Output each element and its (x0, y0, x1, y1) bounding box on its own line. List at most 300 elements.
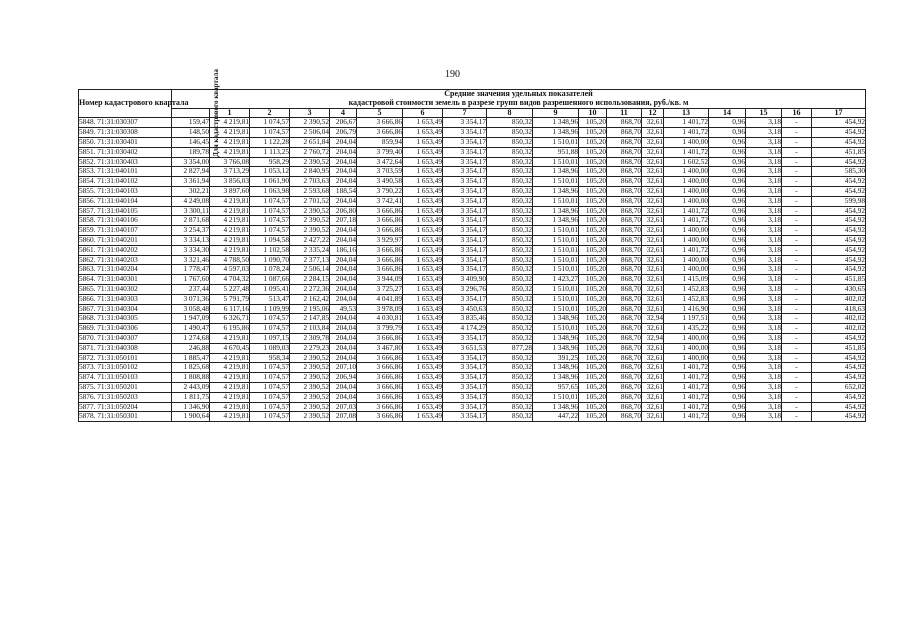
table-cell: 4 219,81 (210, 206, 250, 216)
table-cell: 3 742,41 (357, 196, 403, 206)
table-cell: 585,30 (812, 167, 866, 177)
table-cell: 868,70 (607, 128, 642, 138)
table-cell: 32,61 (642, 167, 664, 177)
table-cell: 146,45 (172, 137, 210, 147)
table-cell: 204,04 (330, 284, 357, 294)
table-cell: - (782, 235, 812, 245)
table-cell: 850,32 (487, 363, 533, 373)
table-cell: 32,61 (642, 275, 664, 285)
table-cell: 3 666,86 (357, 412, 403, 422)
column-header-9: 9 (533, 108, 579, 118)
table-cell: 105,20 (579, 196, 607, 206)
group-title-line1: Средние значения удельных показателей (444, 89, 593, 98)
table-cell: 0,96 (709, 382, 746, 392)
table-cell: 1 653,49 (403, 137, 443, 147)
table-cell: 2 427,22 (290, 235, 330, 245)
table-cell: 2 390,52 (290, 382, 330, 392)
table-cell: 454,92 (812, 186, 866, 196)
column-header-quarter-label: Для кадастрового квартала (211, 68, 220, 157)
table-cell: 188,54 (330, 186, 357, 196)
table-cell: 32,61 (642, 353, 664, 363)
table-cell: 1 653,49 (403, 392, 443, 402)
table-cell: 105,20 (579, 177, 607, 187)
table-cell: 402,02 (812, 314, 866, 324)
table-cell: 3 354,17 (443, 206, 487, 216)
table-cell: 850,32 (487, 324, 533, 334)
column-header-4: 4 (330, 108, 357, 118)
table-cell: - (782, 177, 812, 187)
table-cell: 1 653,49 (403, 177, 443, 187)
table-cell: 958,29 (250, 157, 290, 167)
table-cell: 0,96 (709, 412, 746, 422)
table-cell: 868,70 (607, 412, 642, 422)
table-cell: 5 791,79 (210, 294, 250, 304)
table-cell: 4 219,81 (210, 382, 250, 392)
table-cell: 2 390,52 (290, 157, 330, 167)
table-cell: 454,92 (812, 226, 866, 236)
table-cell: 4 219,81 (210, 373, 250, 383)
table-cell: 0,96 (709, 324, 746, 334)
table-cell: 4 670,45 (210, 343, 250, 353)
table-cell: 148,50 (172, 128, 210, 138)
table-cell: 1 653,49 (403, 186, 443, 196)
column-header-13: 13 (664, 108, 709, 118)
table-cell: 1 653,49 (403, 118, 443, 128)
table-cell: 206,80 (330, 206, 357, 216)
table-cell: 1 510,01 (533, 157, 579, 167)
table-cell: 32,61 (642, 402, 664, 412)
column-header-16: 16 (782, 108, 812, 118)
table-cell: 105,20 (579, 304, 607, 314)
table-cell: 1 074,57 (250, 128, 290, 138)
table-cell: 850,32 (487, 245, 533, 255)
column-header-7: 7 (443, 108, 487, 118)
table-cell: 850,32 (487, 196, 533, 206)
table-cell: 1 510,01 (533, 304, 579, 314)
table-cell: 3 666,86 (357, 128, 403, 138)
table-cell: 454,92 (812, 245, 866, 255)
table-cell: 1 089,03 (250, 343, 290, 353)
table-cell: 204,04 (330, 226, 357, 236)
table-cell: 4 219,81 (210, 118, 250, 128)
table-cell: 3,18 (746, 265, 782, 275)
table-cell: 3 354,17 (443, 196, 487, 206)
cadastral-quarter-id: 5877. 71:31:050204 (79, 402, 172, 412)
table-row (79, 412, 866, 422)
table-cell: 3,18 (746, 137, 782, 147)
table-row (79, 226, 866, 236)
table-cell: 189,78 (172, 147, 210, 157)
cadastral-quarter-id: 5866. 71:31:040303 (79, 294, 172, 304)
cadastral-quarter-id: 5865. 71:31:040302 (79, 284, 172, 294)
table-cell: 4 174,29 (443, 324, 487, 334)
table-cell: 3,18 (746, 392, 782, 402)
table-row (79, 196, 866, 206)
table-cell: 850,32 (487, 284, 533, 294)
table-cell: 105,20 (579, 118, 607, 128)
table-cell: - (782, 412, 812, 422)
table-cell: 32,61 (642, 128, 664, 138)
table-cell: 1 653,49 (403, 412, 443, 422)
table-cell: 0,96 (709, 128, 746, 138)
table-cell: 1 348,96 (533, 128, 579, 138)
table-cell: 0,96 (709, 147, 746, 157)
table-cell: 1 061,90 (250, 177, 290, 187)
table-cell: 850,32 (487, 304, 533, 314)
table-cell: 32,61 (642, 324, 664, 334)
table-cell: 3 799,79 (357, 324, 403, 334)
table-cell: - (782, 392, 812, 402)
table-cell: 32,61 (642, 157, 664, 167)
table-cell: 1 602,52 (664, 157, 709, 167)
table-cell: 1 074,57 (250, 373, 290, 383)
table-cell: 3,18 (746, 128, 782, 138)
cadastral-quarter-id: 5876. 71:31:050203 (79, 392, 172, 402)
table-cell: 1 122,28 (250, 137, 290, 147)
cadastral-quarter-id: 5849. 71:31:030308 (79, 128, 172, 138)
table-cell: 454,92 (812, 177, 866, 187)
table-cell: 3,18 (746, 147, 782, 157)
table-cell: 105,20 (579, 324, 607, 334)
table-cell: 3,18 (746, 412, 782, 422)
table-cell: 105,20 (579, 265, 607, 275)
table-cell: 850,32 (487, 177, 533, 187)
table-cell: 1 510,01 (533, 265, 579, 275)
table-cell: 391,25 (533, 353, 579, 363)
column-header-6: 6 (403, 108, 443, 118)
table-cell: - (782, 402, 812, 412)
table-cell: 454,92 (812, 353, 866, 363)
table-cell: 1 510,01 (533, 294, 579, 304)
table-cell: 1 074,57 (250, 412, 290, 422)
table-cell: 3 666,86 (357, 216, 403, 226)
table-cell: 3 300,11 (172, 206, 210, 216)
table-cell: 454,92 (812, 265, 866, 275)
table-cell: 868,70 (607, 235, 642, 245)
table-cell: 1 510,01 (533, 324, 579, 334)
table-row (79, 382, 866, 392)
table-cell: 1 653,49 (403, 333, 443, 343)
table-cell: 204,04 (330, 157, 357, 167)
group-title-line2: кадастровой стоимости земель в разрезе групп видов разрешенного использования, руб./кв. м (348, 97, 689, 107)
table-cell: 1 653,49 (403, 382, 443, 392)
table-cell: 0,96 (709, 196, 746, 206)
table-cell: 3 354,17 (443, 363, 487, 373)
table-row (79, 235, 866, 245)
table-cell: 1 078,24 (250, 265, 290, 275)
table-cell: 3 354,17 (443, 333, 487, 343)
table-cell: 1 109,99 (250, 304, 290, 314)
column-header-17: 17 (812, 108, 866, 118)
table-cell: 204,04 (330, 177, 357, 187)
cadastral-quarter-id: 5870. 71:31:040307 (79, 333, 172, 343)
table-cell: 105,20 (579, 392, 607, 402)
table-cell: 2 760,72 (290, 147, 330, 157)
table-cell: 599,98 (812, 196, 866, 206)
table-cell: 204,04 (330, 333, 357, 343)
table-cell: 0,96 (709, 157, 746, 167)
table-cell: 2 701,52 (290, 196, 330, 206)
table-cell: 454,92 (812, 235, 866, 245)
table-cell: 868,70 (607, 147, 642, 157)
table-cell: 3 666,86 (357, 265, 403, 275)
table-cell: 868,70 (607, 382, 642, 392)
table-cell: 3 354,17 (443, 137, 487, 147)
table-cell: 451,85 (812, 147, 866, 157)
cadastral-quarter-id: 5860. 71:31:040201 (79, 235, 172, 245)
table-cell: 32,61 (642, 373, 664, 383)
table-cell: 0,96 (709, 118, 746, 128)
table-cell: 1 653,49 (403, 294, 443, 304)
table-cell: 3 354,17 (443, 402, 487, 412)
table-cell: 2 103,84 (290, 324, 330, 334)
table-cell: 4 249,08 (172, 196, 210, 206)
table-cell: 204,04 (330, 324, 357, 334)
table-row (79, 177, 866, 187)
table-cell: 868,70 (607, 392, 642, 402)
table-cell: 105,20 (579, 333, 607, 343)
table-cell: 1 510,01 (533, 177, 579, 187)
table-cell: 3,18 (746, 353, 782, 363)
table-cell: - (782, 324, 812, 334)
cadastral-quarter-id: 5854. 71:31:040102 (79, 177, 172, 187)
table-cell: 0,96 (709, 206, 746, 216)
table-cell: 0,96 (709, 137, 746, 147)
table-cell: 1 401,72 (664, 392, 709, 402)
table-cell: 3 725,27 (357, 284, 403, 294)
table-cell: 3,18 (746, 275, 782, 285)
table-cell: 850,32 (487, 294, 533, 304)
table-cell: 1 510,01 (533, 245, 579, 255)
table-cell: - (782, 294, 812, 304)
table-cell: 1 074,57 (250, 382, 290, 392)
table-cell: 4 041,89 (357, 294, 403, 304)
table-cell: 454,92 (812, 402, 866, 412)
table-cell: 0,96 (709, 186, 746, 196)
table-cell: 1 510,01 (533, 255, 579, 265)
table-cell: 3 296,76 (443, 284, 487, 294)
table-cell: - (782, 137, 812, 147)
table-cell: 2 390,52 (290, 412, 330, 422)
table-row (79, 343, 866, 353)
table-cell: 0,96 (709, 235, 746, 245)
cadastral-quarter-id: 5857. 71:31:040105 (79, 206, 172, 216)
table-row (79, 392, 866, 402)
table-cell: 402,02 (812, 324, 866, 334)
table-cell: - (782, 363, 812, 373)
table-cell: 877,28 (487, 343, 533, 353)
table-cell: 3 450,63 (443, 304, 487, 314)
table-cell: 454,92 (812, 333, 866, 343)
table-cell: 652,02 (812, 382, 866, 392)
table-cell: 1 401,72 (664, 363, 709, 373)
table-cell: 859,94 (357, 137, 403, 147)
table-cell: 1 510,01 (533, 284, 579, 294)
table-cell: 454,92 (812, 118, 866, 128)
table-cell: 206,67 (330, 118, 357, 128)
table-cell: 3 666,86 (357, 402, 403, 412)
table-cell: 3,18 (746, 245, 782, 255)
table-cell: 1 074,57 (250, 196, 290, 206)
table-cell: 0,96 (709, 363, 746, 373)
table-cell: 32,61 (642, 363, 664, 373)
table-cell: 868,70 (607, 304, 642, 314)
table-cell: 3 666,86 (357, 255, 403, 265)
table-cell: 1 653,49 (403, 265, 443, 275)
table-cell: 3 354,17 (443, 147, 487, 157)
table-cell: 1 348,96 (533, 216, 579, 226)
table-cell: 2 840,95 (290, 167, 330, 177)
table-cell: 1 653,49 (403, 363, 443, 373)
table-cell: 3,18 (746, 314, 782, 324)
cadastral-quarter-id: 5859. 71:31:040107 (79, 226, 172, 236)
table-cell: 1 653,49 (403, 128, 443, 138)
table-cell: 1 767,60 (172, 275, 210, 285)
table-cell: 204,04 (330, 382, 357, 392)
table-cell: 0,96 (709, 216, 746, 226)
table-cell: 0,96 (709, 392, 746, 402)
table-cell: 868,70 (607, 324, 642, 334)
table-cell: 430,65 (812, 284, 866, 294)
table-cell: 868,70 (607, 275, 642, 285)
table-cell: - (782, 275, 812, 285)
table-cell: 3,18 (746, 177, 782, 187)
table-cell: 204,04 (330, 235, 357, 245)
table-cell: 1 401,72 (664, 216, 709, 226)
table-cell: 1 401,72 (664, 402, 709, 412)
table-cell: 868,70 (607, 255, 642, 265)
table-cell: 1 348,96 (533, 167, 579, 177)
table-cell: 32,61 (642, 216, 664, 226)
table-cell: 0,96 (709, 275, 746, 285)
table-cell: - (782, 118, 812, 128)
table-cell: - (782, 128, 812, 138)
table-cell: 3,18 (746, 363, 782, 373)
table-cell: 32,61 (642, 294, 664, 304)
table-cell: - (782, 314, 812, 324)
table-cell: 454,92 (812, 206, 866, 216)
cadastral-quarter-id: 5878. 71:31:050301 (79, 412, 172, 422)
table-cell: 204,04 (330, 275, 357, 285)
table-cell: 32,61 (642, 206, 664, 216)
table-cell: 2 309,78 (290, 333, 330, 343)
table-row (79, 137, 866, 147)
table-cell: 207,18 (330, 216, 357, 226)
table-cell: 4 788,50 (210, 255, 250, 265)
table-cell: 850,32 (487, 216, 533, 226)
table-cell: 204,04 (330, 314, 357, 324)
table-cell: 3,18 (746, 304, 782, 314)
table-cell: 0,96 (709, 177, 746, 187)
table-cell: 1 653,49 (403, 206, 443, 216)
table-cell: 0,96 (709, 402, 746, 412)
table-body (79, 118, 866, 422)
table-cell: 3,18 (746, 216, 782, 226)
table-cell: 1 653,49 (403, 245, 443, 255)
table-cell: 1 490,47 (172, 324, 210, 334)
table-cell: 1 348,96 (533, 118, 579, 128)
table-cell: 868,70 (607, 333, 642, 343)
table-cell: 850,32 (487, 275, 533, 285)
table-cell: 0,96 (709, 255, 746, 265)
table-cell: 32,61 (642, 284, 664, 294)
table-cell: 451,85 (812, 275, 866, 285)
table-cell: 1 401,72 (664, 412, 709, 422)
cadastral-quarter-id: 5871. 71:31:040308 (79, 343, 172, 353)
table-cell: 32,61 (642, 118, 664, 128)
table-cell: 1 653,49 (403, 235, 443, 245)
table-cell: 2 279,23 (290, 343, 330, 353)
table-cell: 3,18 (746, 255, 782, 265)
table-cell: 0,96 (709, 373, 746, 383)
table-cell: 49,53 (330, 304, 357, 314)
table-cell: 3 799,40 (357, 147, 403, 157)
table-cell: 1 348,96 (533, 402, 579, 412)
table-cell: 868,70 (607, 157, 642, 167)
table-cell: 4 219,81 (210, 137, 250, 147)
cadastral-quarter-id: 5861. 71:31:040202 (79, 245, 172, 255)
table-cell: 2 162,42 (290, 294, 330, 304)
table-cell: 3 666,86 (357, 206, 403, 216)
table-cell: 868,70 (607, 186, 642, 196)
table-cell: 1 510,01 (533, 137, 579, 147)
table-cell: - (782, 382, 812, 392)
table-row (79, 275, 866, 285)
table-cell: 454,92 (812, 363, 866, 373)
table-cell: 0,96 (709, 294, 746, 304)
table-cell: 1 400,00 (664, 255, 709, 265)
table-cell: 3 354,17 (443, 245, 487, 255)
table-cell: 105,20 (579, 147, 607, 157)
table-cell: 868,70 (607, 265, 642, 275)
table-cell: 951,88 (533, 147, 579, 157)
table-cell: 1 653,49 (403, 324, 443, 334)
table-cell: 105,20 (579, 245, 607, 255)
column-header-11: 11 (607, 108, 642, 118)
table-cell: 1 653,49 (403, 216, 443, 226)
table-cell: 1 400,00 (664, 333, 709, 343)
table-cell: 32,61 (642, 226, 664, 236)
table-cell: 32,61 (642, 245, 664, 255)
table-cell: 850,32 (487, 373, 533, 383)
table-cell: 1 423,27 (533, 275, 579, 285)
table-cell: 1 401,72 (664, 206, 709, 216)
table-cell: 1 053,12 (250, 167, 290, 177)
table-cell: 6 117,16 (210, 304, 250, 314)
table-cell: 0,96 (709, 167, 746, 177)
table-cell: 3 334,13 (172, 235, 210, 245)
table-cell: 1 452,83 (664, 284, 709, 294)
table-cell: 3 354,17 (443, 382, 487, 392)
table-cell: 32,94 (642, 314, 664, 324)
header-row-title (79, 90, 866, 109)
table-cell: 850,32 (487, 353, 533, 363)
table-cell: 3,18 (746, 167, 782, 177)
table-cell: 3 897,60 (210, 186, 250, 196)
table-cell: 3 354,17 (443, 392, 487, 402)
table-cell: 3 666,86 (357, 118, 403, 128)
table-cell: 0,96 (709, 353, 746, 363)
table-cell: 1 653,49 (403, 284, 443, 294)
table-cell: 868,70 (607, 353, 642, 363)
table-cell: 6 326,71 (210, 314, 250, 324)
table-cell: 1 653,49 (403, 402, 443, 412)
table-cell: 4 219,81 (210, 333, 250, 343)
table-cell: 0,96 (709, 245, 746, 255)
table-cell: 105,20 (579, 157, 607, 167)
table-cell: 3 666,86 (357, 363, 403, 373)
table-cell: 454,92 (812, 392, 866, 402)
